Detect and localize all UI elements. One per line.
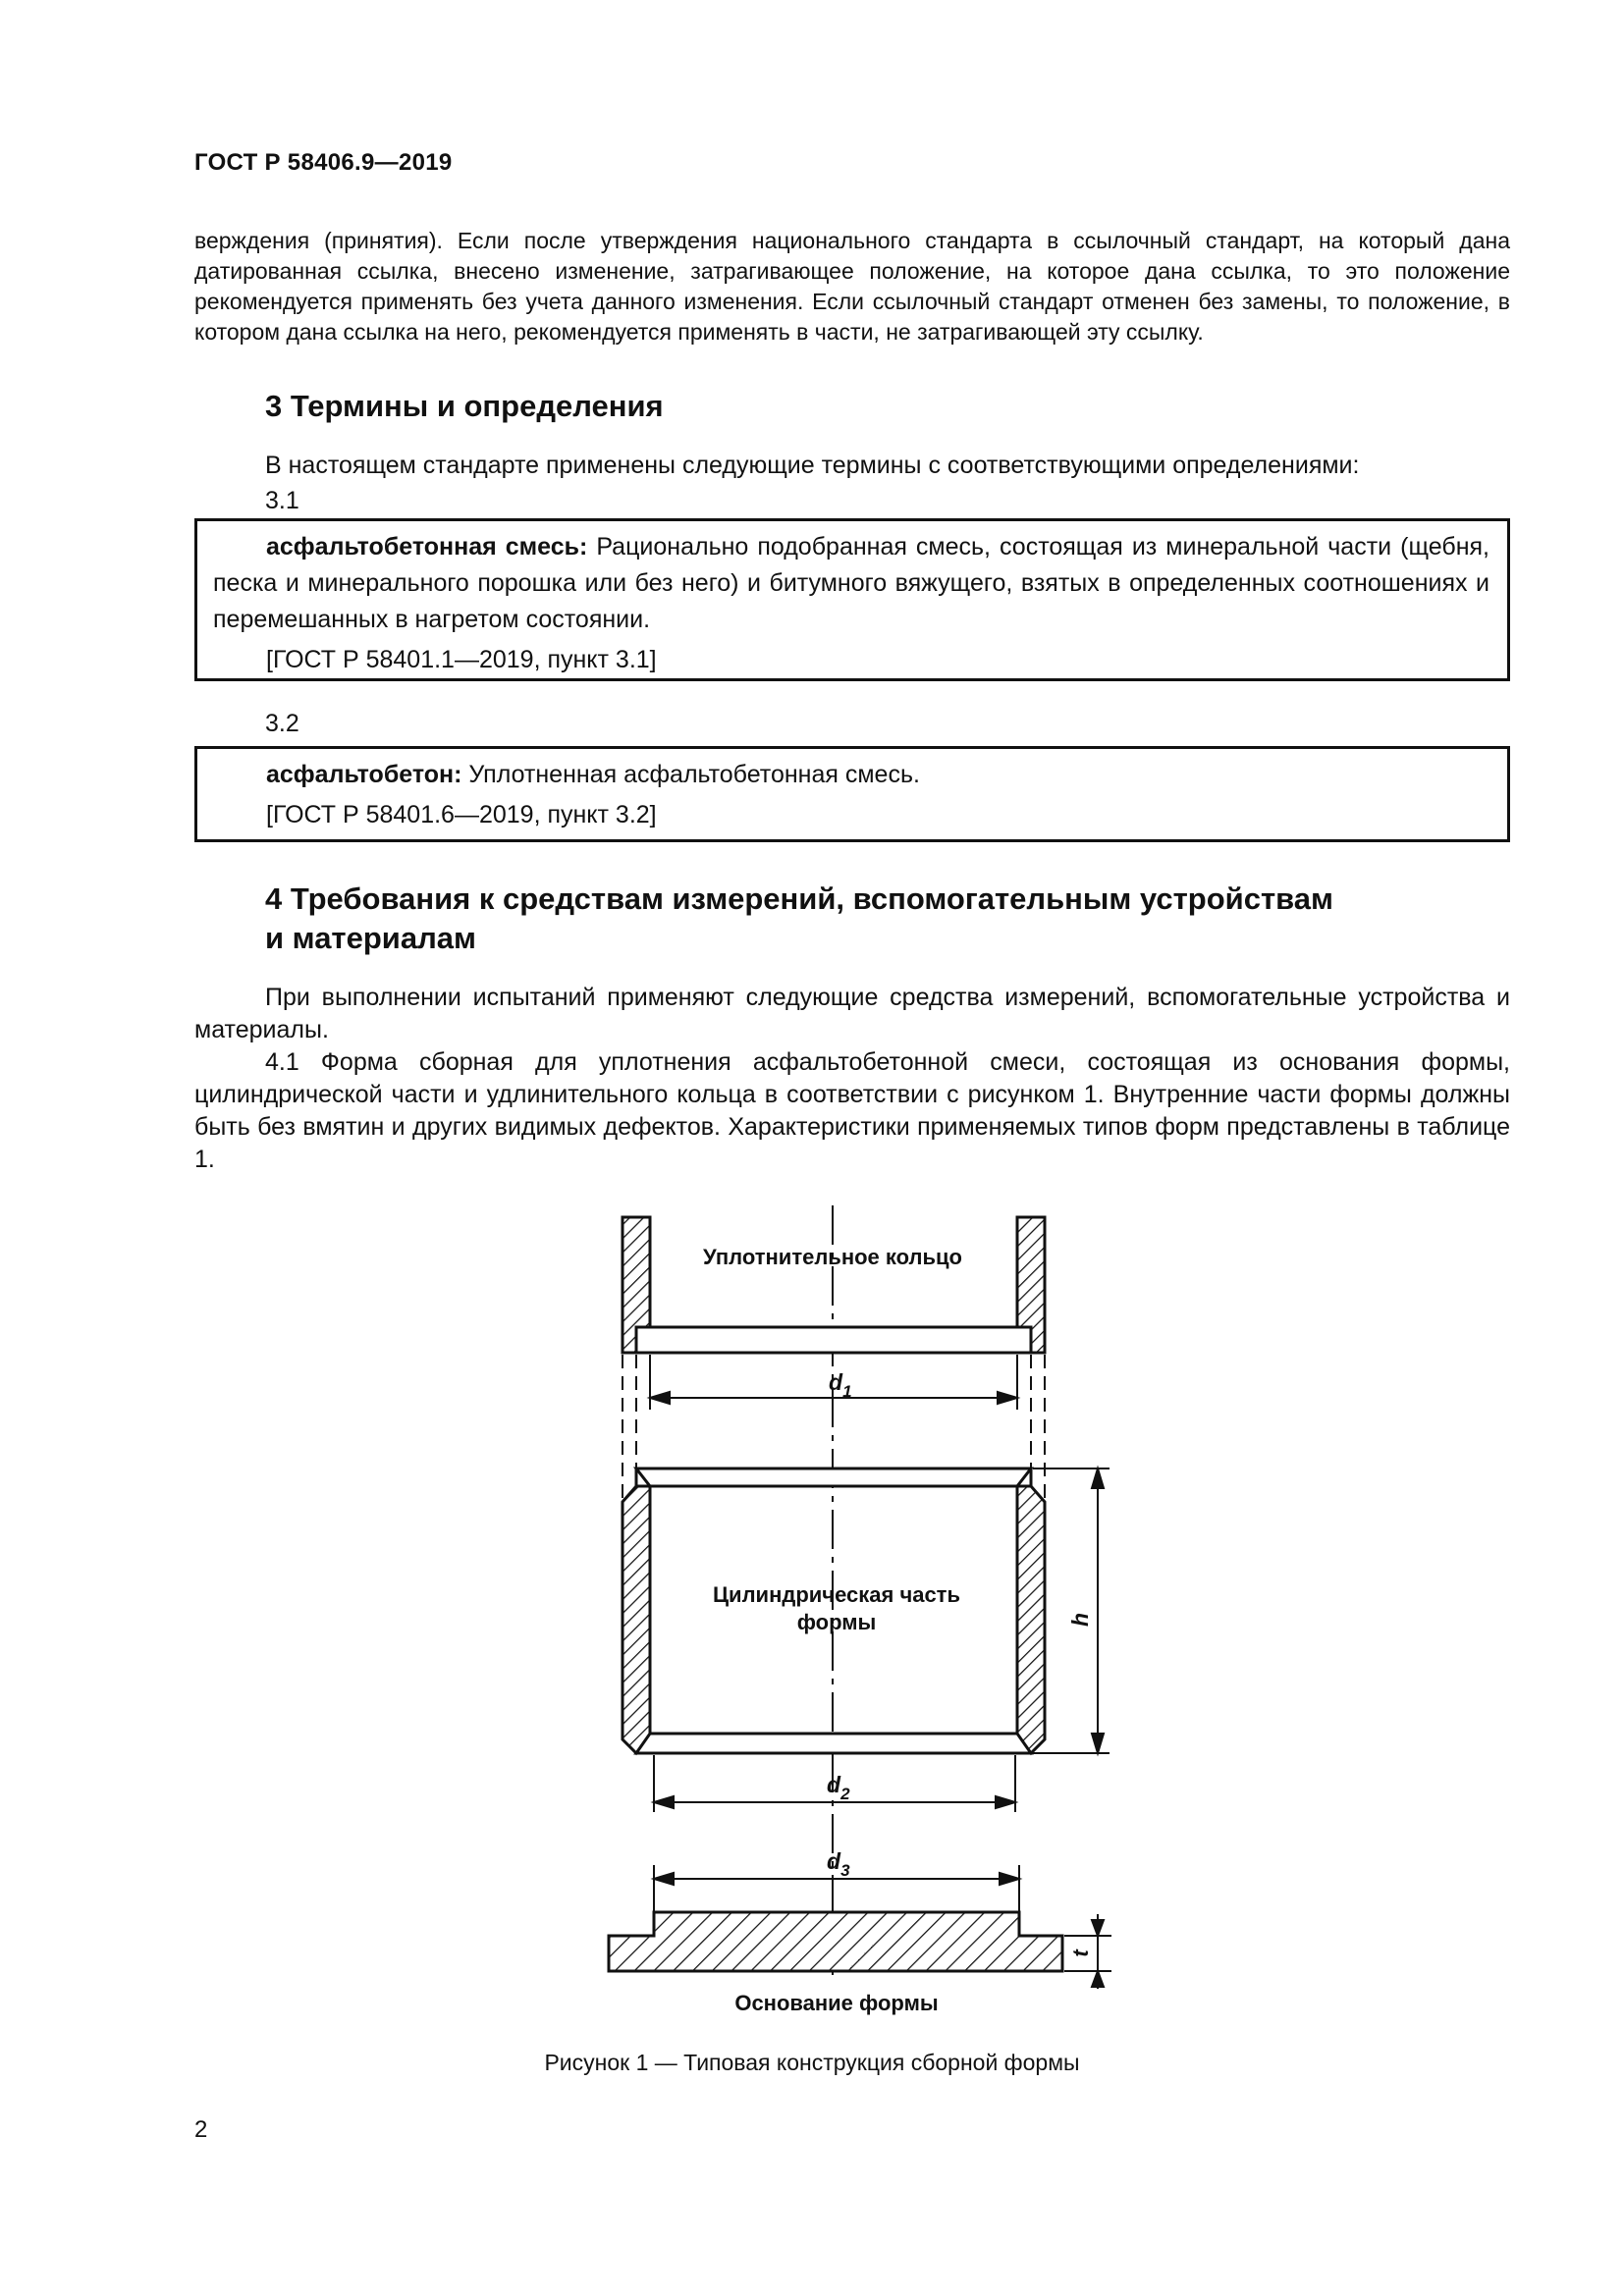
d3-label: [827, 1848, 850, 1880]
d1-letter: d: [829, 1369, 843, 1395]
base-label: Основание формы: [734, 1991, 939, 2015]
section-3-lead-text: В настоящем стандарте применены следующие термины с соответствующими определениями:: [265, 452, 1360, 479]
section-4-heading-line1: 4 Требования к средствам измерений, вспомогательным устройствам: [265, 881, 1333, 916]
d1-subscript: 1: [842, 1382, 852, 1401]
intro-paragraph: верждения (принятия). Если после утверждения национального стандарта в ссылочный стандарт, на который дана датированная ссылка, внесено изменение, затрагивающее положение, на которое дана ссылка, то это положение рекомендуется применять без учета данного изменения. Если ссылочный стандарт отменен без замены, то положение, в котором дана ссылка на него, рекомендуется применять в части, не затрагивающей эту ссылку.: [194, 228, 1510, 345]
d2-letter: d: [827, 1772, 841, 1797]
term-title-3-1: асфальтобетонная смесь:: [266, 533, 588, 561]
t-label: t: [1068, 1949, 1093, 1957]
form-base: [609, 1912, 1062, 1971]
ring-lip: [636, 1327, 1031, 1353]
term-text-3-2: Уплотненная асфальтобетонная смесь.: [461, 761, 920, 788]
d2-subscript: 2: [840, 1785, 850, 1803]
term-source-3-1: [ГОСТ Р 58401.1—2019, пункт 3.1]: [266, 646, 657, 673]
term-text-3-1: Рационально подобранная смесь, состоящая из минеральной части (щебня, песка и минерального порошка или без него) и битумного вяжущего, взятых в определенных соотношениях и перемешанных в нагретом состоянии.: [213, 533, 1489, 633]
cylinder-bottom-chamfer: [636, 1734, 1031, 1753]
d2-label: [827, 1772, 850, 1803]
section-4-para-1: При выполнении испытаний применяют следующие средства измерений, вспомогательные устройства и материалы.: [194, 984, 1510, 1043]
document-header: ГОСТ Р 58406.9—2019: [194, 149, 453, 176]
term-number-3-1: 3.1: [265, 487, 299, 514]
figure-caption: Рисунок 1 — Типовая конструкция сборной формы: [544, 2050, 1080, 2075]
term-title-3-2: асфальтобетон:: [266, 761, 462, 788]
cylinder-label-line1: Цилиндрическая часть: [712, 1582, 961, 1607]
cylinder-label-line2: формы: [796, 1610, 877, 1634]
cylinder-top-chamfer: [636, 1468, 1031, 1486]
section-3-heading: 3 Термины и определения: [265, 389, 664, 423]
section-4-heading-line2: и материалам: [265, 921, 476, 955]
d3-letter: d: [827, 1848, 841, 1874]
d3-subscript: 3: [840, 1861, 850, 1880]
h-label: h: [1067, 1612, 1093, 1628]
term-source-3-2: [ГОСТ Р 58401.6—2019, пункт 3.2]: [266, 801, 657, 828]
ring-label: Уплотнительное кольцо: [703, 1245, 962, 1269]
term-number-3-2: 3.2: [265, 710, 299, 737]
page-number: 2: [194, 2116, 208, 2143]
section-4-para-2: 4.1 Форма сборная для уплотнения асфальтобетонной смеси, состоящая из основания формы, цилиндрической части и удлинительного кольца в соответствии с рисунком 1. Внутренние части формы должны быть без вмятин и других видимых дефектов. Характеристики применяемых типов форм представлены в таблице 1.: [194, 1048, 1510, 1173]
cylinder-right-wall: [1017, 1486, 1045, 1753]
cylinder-left-wall: [623, 1486, 650, 1753]
